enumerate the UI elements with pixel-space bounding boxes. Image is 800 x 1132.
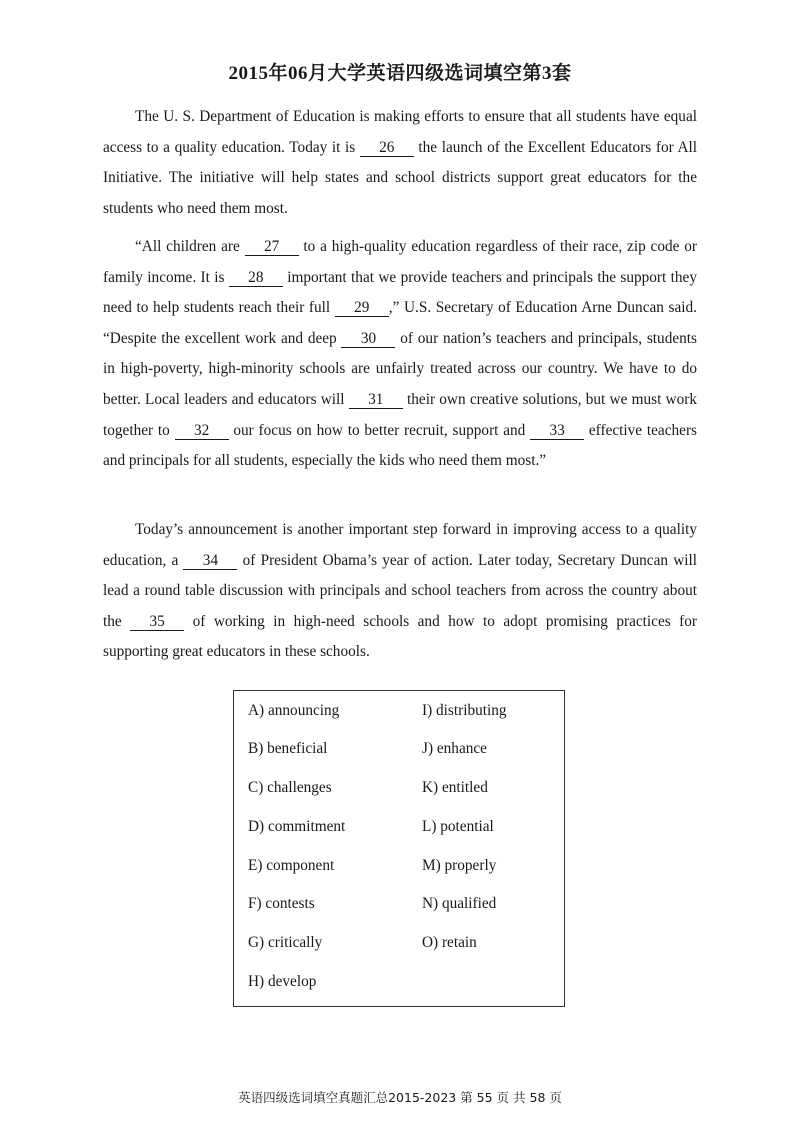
blank-34: 34: [183, 553, 237, 570]
paragraph-text: of our nation’s teachers and principals, students in high-poverty, high-minority schools are unfairly treated across our country. We have to do better. Local leaders and educators will: [103, 329, 697, 408]
paragraph-2: [103, 232, 697, 477]
paragraph-text: of President Obama’s year of action. Later today, Secretary Duncan will lead a round table discussion with principals and school teachers from across the country about the: [103, 551, 697, 630]
blank-30: 30: [341, 331, 395, 348]
option-g: G) critically: [248, 934, 323, 951]
paragraph-text: The U. S. Department of Education is making efforts to ensure that all students have equal access to a quality education. Today it is: [103, 108, 697, 156]
paragraph-text: important that we provide teachers and principals the support they need to help students reach their full: [103, 268, 697, 317]
option-o: O) retain: [422, 934, 477, 951]
blank-29: 29: [335, 300, 389, 317]
option-i: I) distributing: [422, 702, 507, 719]
blank-31: 31: [349, 392, 403, 409]
blank-27: 27: [245, 239, 299, 256]
option-m: M) properly: [422, 857, 497, 874]
paragraph-1: [103, 102, 697, 224]
option-e: E) component: [248, 857, 335, 874]
option-c: C) challenges: [248, 779, 332, 796]
option-a: A) announcing: [248, 702, 340, 719]
page-footer: 英语四级选词填空真题汇总2015-2023 第 55 页 共 58 页: [238, 1090, 562, 1105]
option-n: N) qualified: [422, 895, 497, 912]
paragraph-text: effective teachers and principals for all students, especially the kids who need them most.”: [103, 421, 697, 470]
option-j: J) enhance: [422, 740, 487, 757]
option-d: D) commitment: [248, 818, 346, 835]
option-l: L) potential: [422, 818, 494, 835]
blank-32: 32: [175, 423, 229, 440]
blank-26: 26: [360, 140, 414, 157]
paragraph-text: their own creative solutions, but we must work together to: [103, 390, 697, 439]
option-h: H) develop: [248, 973, 317, 990]
paragraph-text: Today’s announcement is another important step forward in improving access to a quality education, a: [103, 521, 697, 569]
page-title: 2015年06月大学英语四级选词填空第3套: [228, 63, 572, 84]
paragraph-text: “All children are: [135, 238, 245, 255]
blank-35: 35: [130, 614, 184, 631]
paragraph-text: ,” U.S. Secretary of Education Arne Duncan said. “Despite the excellent work and deep: [103, 299, 697, 347]
blank-28: 28: [229, 270, 283, 287]
paragraph-text: our focus on how to better recruit, support and: [228, 421, 531, 439]
paragraph-text: of working in high-need schools and how to adopt promising practices for supporting great educators in these schools.: [103, 612, 697, 661]
option-k: K) entitled: [422, 779, 488, 796]
paragraph-text: to a high-quality education regardless of their race, zip code or family income. It is: [103, 238, 697, 286]
word-options-box: [233, 690, 565, 1007]
option-b: B) beneficial: [248, 740, 328, 757]
blank-33: 33: [530, 423, 584, 440]
paragraph-3: [103, 515, 697, 668]
option-f: F) contests: [248, 895, 315, 912]
paragraph-text: the launch of the Excellent Educators for All Initiative. The initiative will help states and school districts support great educators for the students who need them most.: [103, 138, 697, 217]
